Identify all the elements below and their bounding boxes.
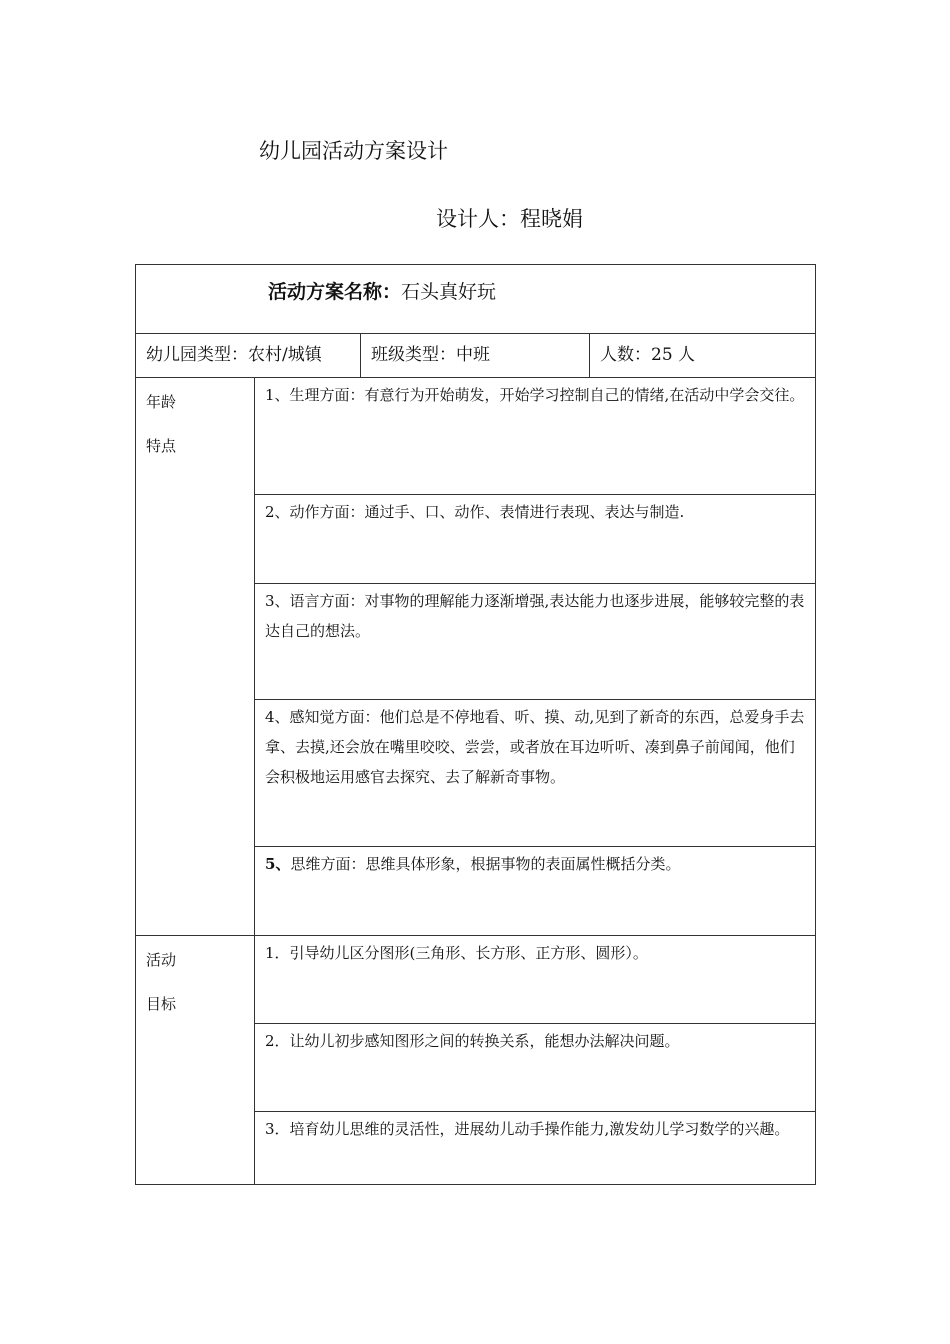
goal-text: 3．培育幼儿思维的灵活性，进展幼儿动手操作能力,激发幼儿学习数学的兴趣。 — [265, 1119, 790, 1138]
item-text: 思维方面：思维具体形象，根据事物的表面属性概括分类。 — [290, 854, 681, 873]
activity-goals-label — [136, 936, 254, 1026]
age-features-label-cell — [136, 378, 255, 936]
age-feature-text: 2、动作方面：通过手、口、动作、表情进行表现、表达与制造. — [265, 503, 685, 522]
goal-item-1 — [255, 935, 816, 1023]
headcount: 人数：25 人 — [600, 345, 696, 366]
goal-item-2 — [255, 1023, 816, 1111]
age-feature-movement — [255, 495, 816, 584]
goal-row — [136, 935, 816, 1023]
plan-name-label: 活动方案名称： — [268, 281, 402, 303]
goal-item-3 — [255, 1111, 816, 1184]
age-features-label-line1: 年龄 — [146, 393, 177, 412]
activity-goals-label-cell — [136, 935, 255, 1184]
plan-name-value: 石头真好玩 — [401, 281, 497, 303]
headcount-cell — [590, 334, 816, 378]
age-features-label — [136, 378, 254, 468]
activity-goals-label-line1: 活动 — [146, 950, 177, 969]
age-feature-text — [255, 847, 815, 879]
age-feature-text: 3、语言方面：对事物的理解能力逐渐增强,表达能力也逐步进展，能够较完整的表达自己的想法。 — [265, 592, 805, 641]
goal-text: 1．引导幼儿区分图形(三角形、长方形、正方形、圆形）。 — [265, 943, 648, 962]
plan-table — [135, 264, 816, 1185]
class-type-cell — [361, 334, 590, 378]
age-feature-physiology — [255, 378, 816, 495]
designer-line: 设计人：程晓娟 — [436, 207, 583, 231]
activity-goals-label-line2: 目标 — [146, 994, 177, 1013]
goal-text: 2．让幼儿初步感知图形之间的转换关系，能想办法解决问题。 — [265, 1031, 680, 1050]
age-feature-text: 4、感知觉方面：他们总是不停地看、听、摸、动,见到了新奇的东西，总爱身手去拿、去摸,还会放在嘴里咬咬、尝尝，或者放在耳边听听、凑到鼻子前闻闻，他们会积极地运用感官去探究、去了解新奇事物。 — [265, 708, 805, 787]
plan-name-cell — [136, 265, 816, 334]
age-feature-language — [255, 584, 816, 700]
age-feature-thinking — [255, 846, 816, 935]
plan-name — [136, 265, 815, 305]
plan-type-row — [136, 334, 816, 378]
age-feature-row — [136, 378, 816, 495]
document-title: 幼儿园活动方案设计 — [259, 139, 448, 163]
plan-name-row — [136, 265, 816, 334]
item-number: 5、 — [265, 854, 291, 873]
kindergarten-type-cell — [136, 334, 361, 378]
age-features-label-line2: 特点 — [146, 437, 177, 456]
class-type: 班级类型：中班 — [371, 345, 490, 366]
kindergarten-type: 幼儿园类型：农村/城镇 — [146, 345, 322, 366]
age-feature-perception — [255, 700, 816, 846]
age-feature-text: 1、生理方面：有意行为开始萌发，开始学习控制自己的情绪,在活动中学会交往。 — [265, 386, 805, 405]
